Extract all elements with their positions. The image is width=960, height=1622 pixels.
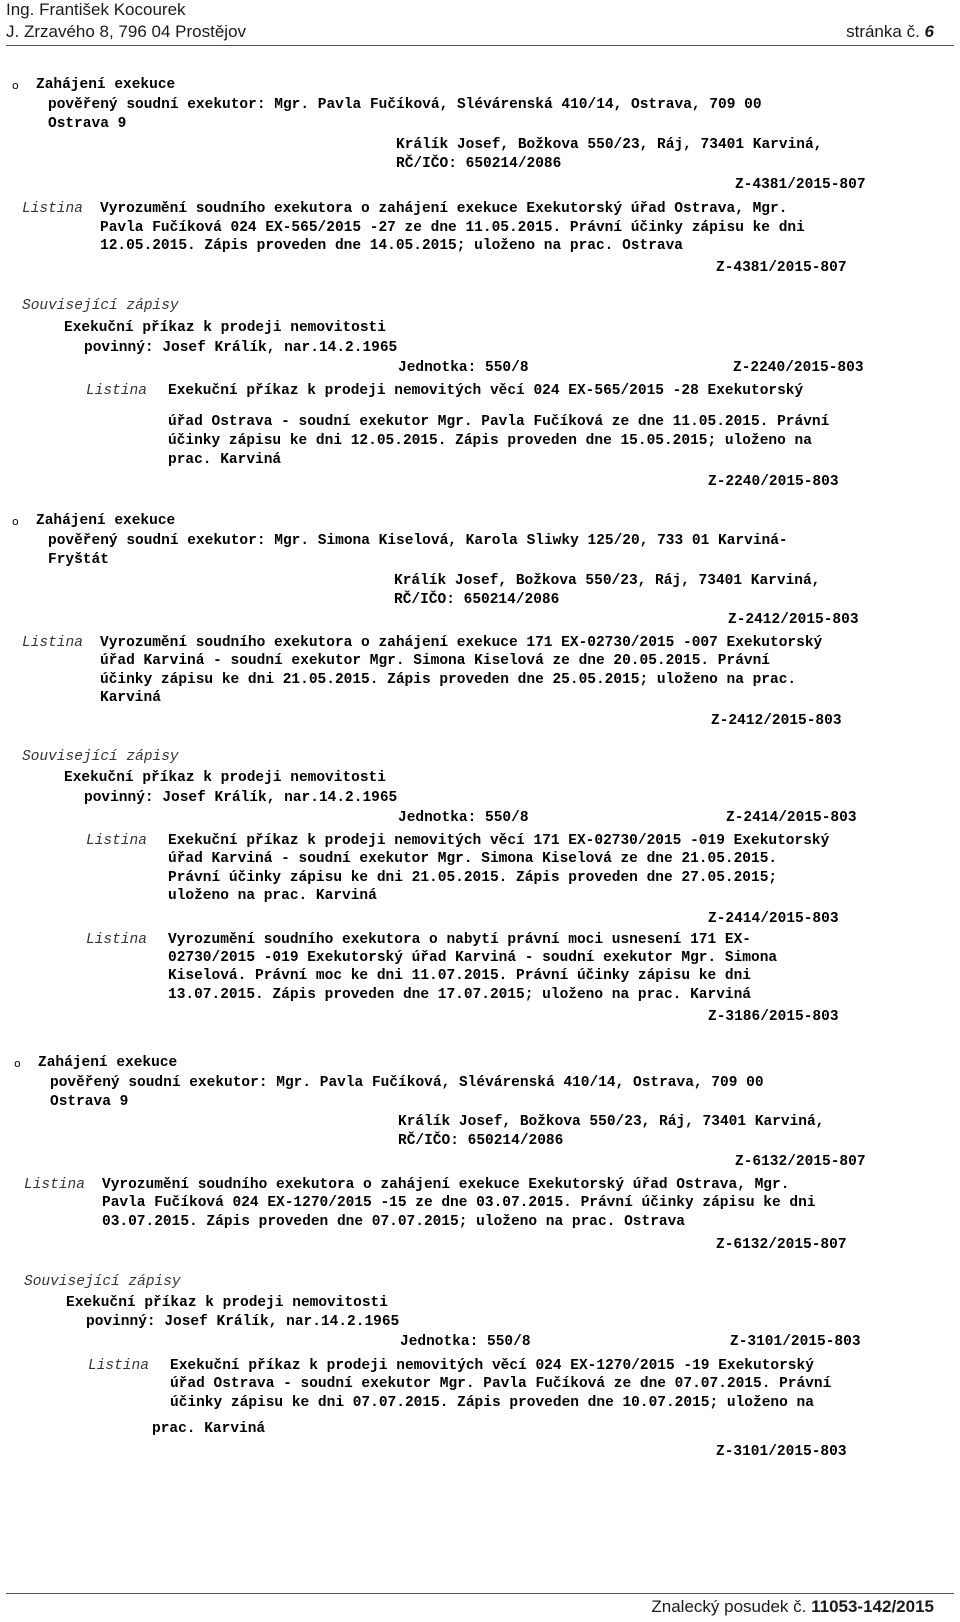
listina-line: Pavla Fučíková 024 EX-565/2015 -27 ze dne 11.05.2015. Právní účinky zápisu ke dni <box>100 220 805 236</box>
executor-line: pověřený soudní exekutor: Mgr. Simona Kiselová, Karola Sliwky 125/20, 733 01 Karviná- <box>48 533 788 549</box>
footer-rule <box>6 1593 954 1594</box>
unit-ref: Z-3101/2015-803 <box>730 1334 861 1350</box>
bullet-icon: o <box>12 515 19 528</box>
listina-label: Listina <box>86 932 147 948</box>
listina-ref: Z-2240/2015-803 <box>708 474 839 490</box>
listina-ref: Z-2414/2015-803 <box>708 911 839 927</box>
party-line: RČ/IČO: 650214/2086 <box>396 156 562 172</box>
listina-line: Vyrozumění soudního exekutora o zahájení exekuce 171 EX-02730/2015 -007 Exekutorský <box>100 635 823 651</box>
listina-line: 13.07.2015. Zápis proveden dne 17.07.2015; uloženo na prac. Karviná <box>168 987 751 1003</box>
obligor-line: povinný: Josef Králík, nar.14.2.1965 <box>84 340 398 356</box>
listina-line: úřad Karviná - soudní exekutor Mgr. Simona Kiselová ze dne 20.05.2015. Právní <box>100 653 771 669</box>
bullet-icon: o <box>14 1057 21 1070</box>
unit-line: Jednotka: 550/8 <box>398 810 529 826</box>
listina-ref: Z-3186/2015-803 <box>708 1009 839 1025</box>
listina-label: Listina <box>24 1177 85 1193</box>
related-title: Exekuční příkaz k prodeji nemovitosti <box>64 770 386 786</box>
listina-line: účinky zápisu ke dni 12.05.2015. Zápis proveden dne 15.05.2015; uloženo na <box>168 433 812 449</box>
listina-line: úřad Ostrava - soudní exekutor Mgr. Pavla Fučíková ze dne 07.07.2015. Právní <box>170 1376 832 1392</box>
header-rule <box>6 45 954 46</box>
party-line: RČ/IČO: 650214/2086 <box>394 592 560 608</box>
listina-line: prac. Karviná <box>168 452 282 468</box>
listina-ref: Z-2412/2015-803 <box>711 713 842 729</box>
record-ref: Z-6132/2015-807 <box>735 1154 866 1170</box>
listina-label: Listina <box>86 833 147 849</box>
listina-line: 12.05.2015. Zápis proveden dne 14.05.2015; uloženo na prac. Ostrava <box>100 238 683 254</box>
listina-line: Exekuční příkaz k prodeji nemovitých věcí 024 EX-1270/2015 -19 Exekutorský <box>170 1358 814 1374</box>
listina-line: Vyrozumění soudního exekutora o nabytí právní moci usnesení 171 EX- <box>168 932 751 948</box>
party-line: Králík Josef, Božkova 550/23, Ráj, 73401 Karviná, <box>398 1114 825 1130</box>
record-ref: Z-4381/2015-807 <box>735 177 866 193</box>
listina-line: úřad Karviná - soudní exekutor Mgr. Simona Kiselová ze dne 21.05.2015. <box>168 851 778 867</box>
record-title: Zahájení exekuce <box>36 513 176 529</box>
page-indicator <box>846 22 934 42</box>
unit-ref: Z-2414/2015-803 <box>726 810 857 826</box>
listina-line: 03.07.2015. Zápis proveden dne 07.07.2015; uloženo na prac. Ostrava <box>102 1214 685 1230</box>
listina-ref: Z-6132/2015-807 <box>716 1237 847 1253</box>
page-number: 6 <box>924 22 934 41</box>
listina-label: Listina <box>22 201 83 217</box>
listina-ref: Z-4381/2015-807 <box>716 260 847 276</box>
related-title: Exekuční příkaz k prodeji nemovitosti <box>64 320 386 336</box>
listina-line: účinky zápisu ke dni 07.07.2015. Zápis proveden dne 10.07.2015; uloženo na <box>170 1395 814 1411</box>
listina-line: Vyrozumění soudního exekutora o zahájení exekuce Exekutorský úřad Ostrava, Mgr. <box>102 1177 790 1193</box>
listina-line: Exekuční příkaz k prodeji nemovitých věcí 024 EX-565/2015 -28 Exekutorský <box>168 383 804 399</box>
executor-line: Ostrava 9 <box>50 1094 129 1110</box>
related-label: Související zápisy <box>22 298 179 314</box>
party-line: RČ/IČO: 650214/2086 <box>398 1133 564 1149</box>
executor-line: pověřený soudní exekutor: Mgr. Pavla Fučíková, Slévárenská 410/14, Ostrava, 709 00 <box>50 1075 764 1091</box>
party-line: Králík Josef, Božkova 550/23, Ráj, 73401 Karviná, <box>396 137 823 153</box>
report-number <box>651 1597 934 1617</box>
unit-line: Jednotka: 550/8 <box>398 360 529 376</box>
listina-label: Listina <box>88 1358 149 1374</box>
bullet-icon: o <box>12 79 19 92</box>
record-title: Zahájení exekuce <box>36 77 176 93</box>
author-name: Ing. František Kocourek <box>6 0 186 19</box>
listina-line: Kiselová. Právní moc ke dni 11.07.2015. Právní účinky zápisu ke dni <box>168 968 751 984</box>
listina-ref: Z-3101/2015-803 <box>716 1444 847 1460</box>
listina-line: úřad Ostrava - soudní exekutor Mgr. Pavla Fučíková ze dne 11.05.2015. Právní <box>168 414 830 430</box>
related-title: Exekuční příkaz k prodeji nemovitosti <box>66 1295 388 1311</box>
listina-line: prac. Karviná <box>152 1421 266 1437</box>
listina-line: Vyrozumění soudního exekutora o zahájení exekuce Exekutorský úřad Ostrava, Mgr. <box>100 201 788 217</box>
related-label: Související zápisy <box>22 749 179 765</box>
executor-line: pověřený soudní exekutor: Mgr. Pavla Fučíková, Slévárenská 410/14, Ostrava, 709 00 <box>48 97 762 113</box>
listina-line: Karviná <box>100 690 161 706</box>
related-label: Související zápisy <box>24 1274 181 1290</box>
listina-line: Exekuční příkaz k prodeji nemovitých věcí 171 EX-02730/2015 -019 Exekutorský <box>168 833 830 849</box>
obligor-line: povinný: Josef Králík, nar.14.2.1965 <box>84 790 398 806</box>
listina-line: Právní účinky zápisu ke dni 21.05.2015. Zápis proveden dne 27.05.2015; <box>168 870 778 886</box>
executor-line: Fryštát <box>48 552 109 568</box>
listina-line: 02730/2015 -019 Exekutorský úřad Karviná - soudní exekutor Mgr. Simona <box>168 950 778 966</box>
record-ref: Z-2412/2015-803 <box>728 612 859 628</box>
report-label: Znalecký posudek č. <box>651 1597 807 1616</box>
obligor-line: povinný: Josef Králík, nar.14.2.1965 <box>86 1314 400 1330</box>
unit-ref: Z-2240/2015-803 <box>733 360 864 376</box>
author-address: J. Zrzavého 8, 796 04 Prostějov <box>6 22 247 41</box>
listina-label: Listina <box>86 383 147 399</box>
report-id: 11053-142/2015 <box>811 1597 934 1616</box>
listina-line: uloženo na prac. Karviná <box>168 888 377 904</box>
record-title: Zahájení exekuce <box>38 1055 178 1071</box>
party-line: Králík Josef, Božkova 550/23, Ráj, 73401 Karviná, <box>394 573 821 589</box>
page-label: stránka č. <box>846 22 920 41</box>
unit-line: Jednotka: 550/8 <box>400 1334 531 1350</box>
listina-line: účinky zápisu ke dni 21.05.2015. Zápis proveden dne 25.05.2015; uloženo na prac. <box>100 672 797 688</box>
listina-line: Pavla Fučíková 024 EX-1270/2015 -15 ze dne 03.07.2015. Právní účinky zápisu ke dni <box>102 1195 816 1211</box>
executor-line: Ostrava 9 <box>48 116 127 132</box>
listina-label: Listina <box>22 635 83 651</box>
